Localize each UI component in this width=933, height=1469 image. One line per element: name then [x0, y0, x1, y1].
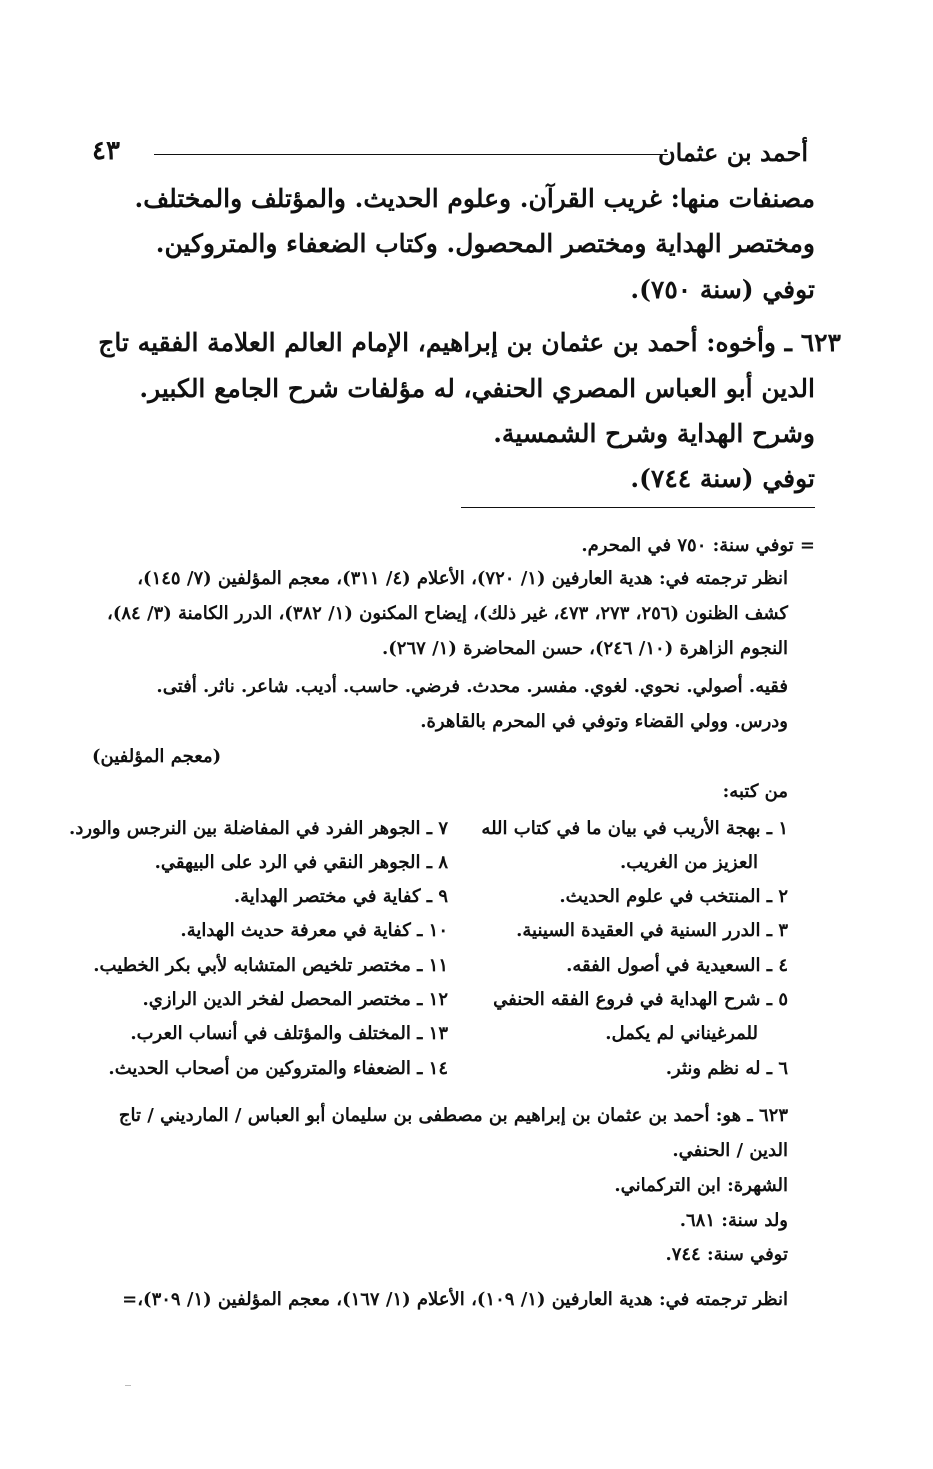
book-item: ١٠ ـ كفاية في معرفة حديث الهداية.	[180, 920, 448, 941]
book-item: ٧ ـ الجوهر الفرد في المفاضلة بين النرجس والورد.	[69, 818, 448, 839]
book-item: ١١ ـ مختصر تلخيص المتشابه لأبي بكر الخطيب.	[93, 955, 448, 976]
book-item: ٢ ـ المنتخب في علوم الحديث.	[559, 886, 788, 907]
running-title: أحمد بن عثمان	[657, 138, 808, 167]
note-line: انظر ترجمته في: هدية العارفين (١/ ١٠٩)، الأعلام (١/ ١٦٧)، معجم المؤلفين (١/ ٣٠٩)،=	[122, 1289, 788, 1310]
page-number: ٤٣	[92, 136, 120, 166]
book-item: ٩ ـ كفاية في مختصر الهداية.	[233, 886, 448, 907]
main-line: مصنفات منها: غريب القرآن. وعلوم الحديث. والمؤتلف والمختلف.	[134, 184, 815, 213]
running-header	[92, 138, 808, 172]
books-heading: من كتبه:	[722, 781, 788, 802]
book-item: ٤ ـ السعيدية في أصول الفقه.	[566, 955, 788, 976]
book-item-continuation: العزيز من الغريب.	[620, 852, 758, 873]
book-item: ٣ ـ الدرر السنية في العقيدة السينية.	[516, 920, 788, 941]
entry-heading: ٦٢٣ ـ وأخوه: أحمد بن عثمان بن إبراهيم، الإمام العالم العلامة الفقيه تاج	[98, 328, 841, 357]
note-line: = توفي سنة: ٧٥٠ في المحرم.	[581, 535, 815, 556]
scan-speck	[125, 1385, 131, 1386]
note-line: توفي سنة: ٧٤٤.	[665, 1244, 788, 1265]
note-line: ودرس. وولي القضاء وتوفي في المحرم بالقاهرة.	[420, 711, 788, 732]
note-line: انظر ترجمته في: هدية العارفين (١/ ٧٢٠)، الأعلام (٤/ ٣١١)، معجم المؤلفين (٧/ ١٤٥)،	[137, 568, 788, 589]
header-rule	[154, 154, 668, 155]
note-line: ولد سنة: ٦٨١.	[679, 1210, 788, 1231]
main-line: الدين أبو العباس المصري الحنفي، له مؤلفات شرح الجامع الكبير.	[139, 374, 815, 403]
note-line: الدين / الحنفي.	[672, 1140, 788, 1161]
note-line: كشف الظنون (٢٥٦، ٢٧٣، ٤٧٣، غير ذلك)، إيضاح المكنون (١/ ٣٨٢)، الدرر الكامنة (٣/ ٨٤)،	[107, 603, 788, 624]
book-item: ٥ ـ شرح الهداية في فروع الفقه الحنفي	[493, 989, 788, 1010]
main-line: ومختصر الهداية ومختصر المحصول. وكتاب الضعفاء والمتروكين.	[155, 229, 815, 258]
note-line: ٦٢٣ ـ هو: أحمد بن عثمان بن إبراهيم بن مصطفى بن سليمان أبو العباس / المارديني / تاج	[118, 1105, 788, 1126]
note-source: (معجم المؤلفين)	[92, 746, 222, 767]
main-line: توفي (سنة ٧٥٠).	[630, 275, 815, 304]
book-item: ٨ ـ الجوهر النقي في الرد على البيهقي.	[154, 852, 448, 873]
note-line: فقيه. أصولي. نحوي. لغوي. مفسر. محدث. فرضي. حاسب. أديب. شاعر. ناثر. أفتى.	[156, 676, 788, 697]
book-item: ١٢ ـ مختصر المحصل لفخر الدين الرازي.	[142, 989, 448, 1010]
main-line: توفي (سنة ٧٤٤).	[630, 464, 815, 493]
main-line: وشرح الهداية وشرح الشمسية.	[493, 419, 815, 448]
book-item: ١٣ ـ المختلف والمؤتلف في أنساب العرب.	[130, 1023, 448, 1044]
note-line: النجوم الزاهرة (١٠/ ٢٤٦)، حسن المحاضرة (١/ ٢٦٧).	[381, 638, 788, 659]
note-line: الشهرة: ابن التركماني.	[614, 1175, 788, 1196]
book-item: ٦ ـ له نظم ونثر.	[665, 1058, 788, 1079]
book-item: ١٤ ـ الضعفاء والمتروكين من أصحاب الحديث.	[108, 1058, 448, 1079]
book-item-continuation: للمرغيناني لم يكمل.	[605, 1023, 758, 1044]
footnote-separator	[461, 507, 815, 508]
book-item: ١ ـ بهجة الأريب في بيان ما في كتاب الله	[481, 818, 788, 839]
